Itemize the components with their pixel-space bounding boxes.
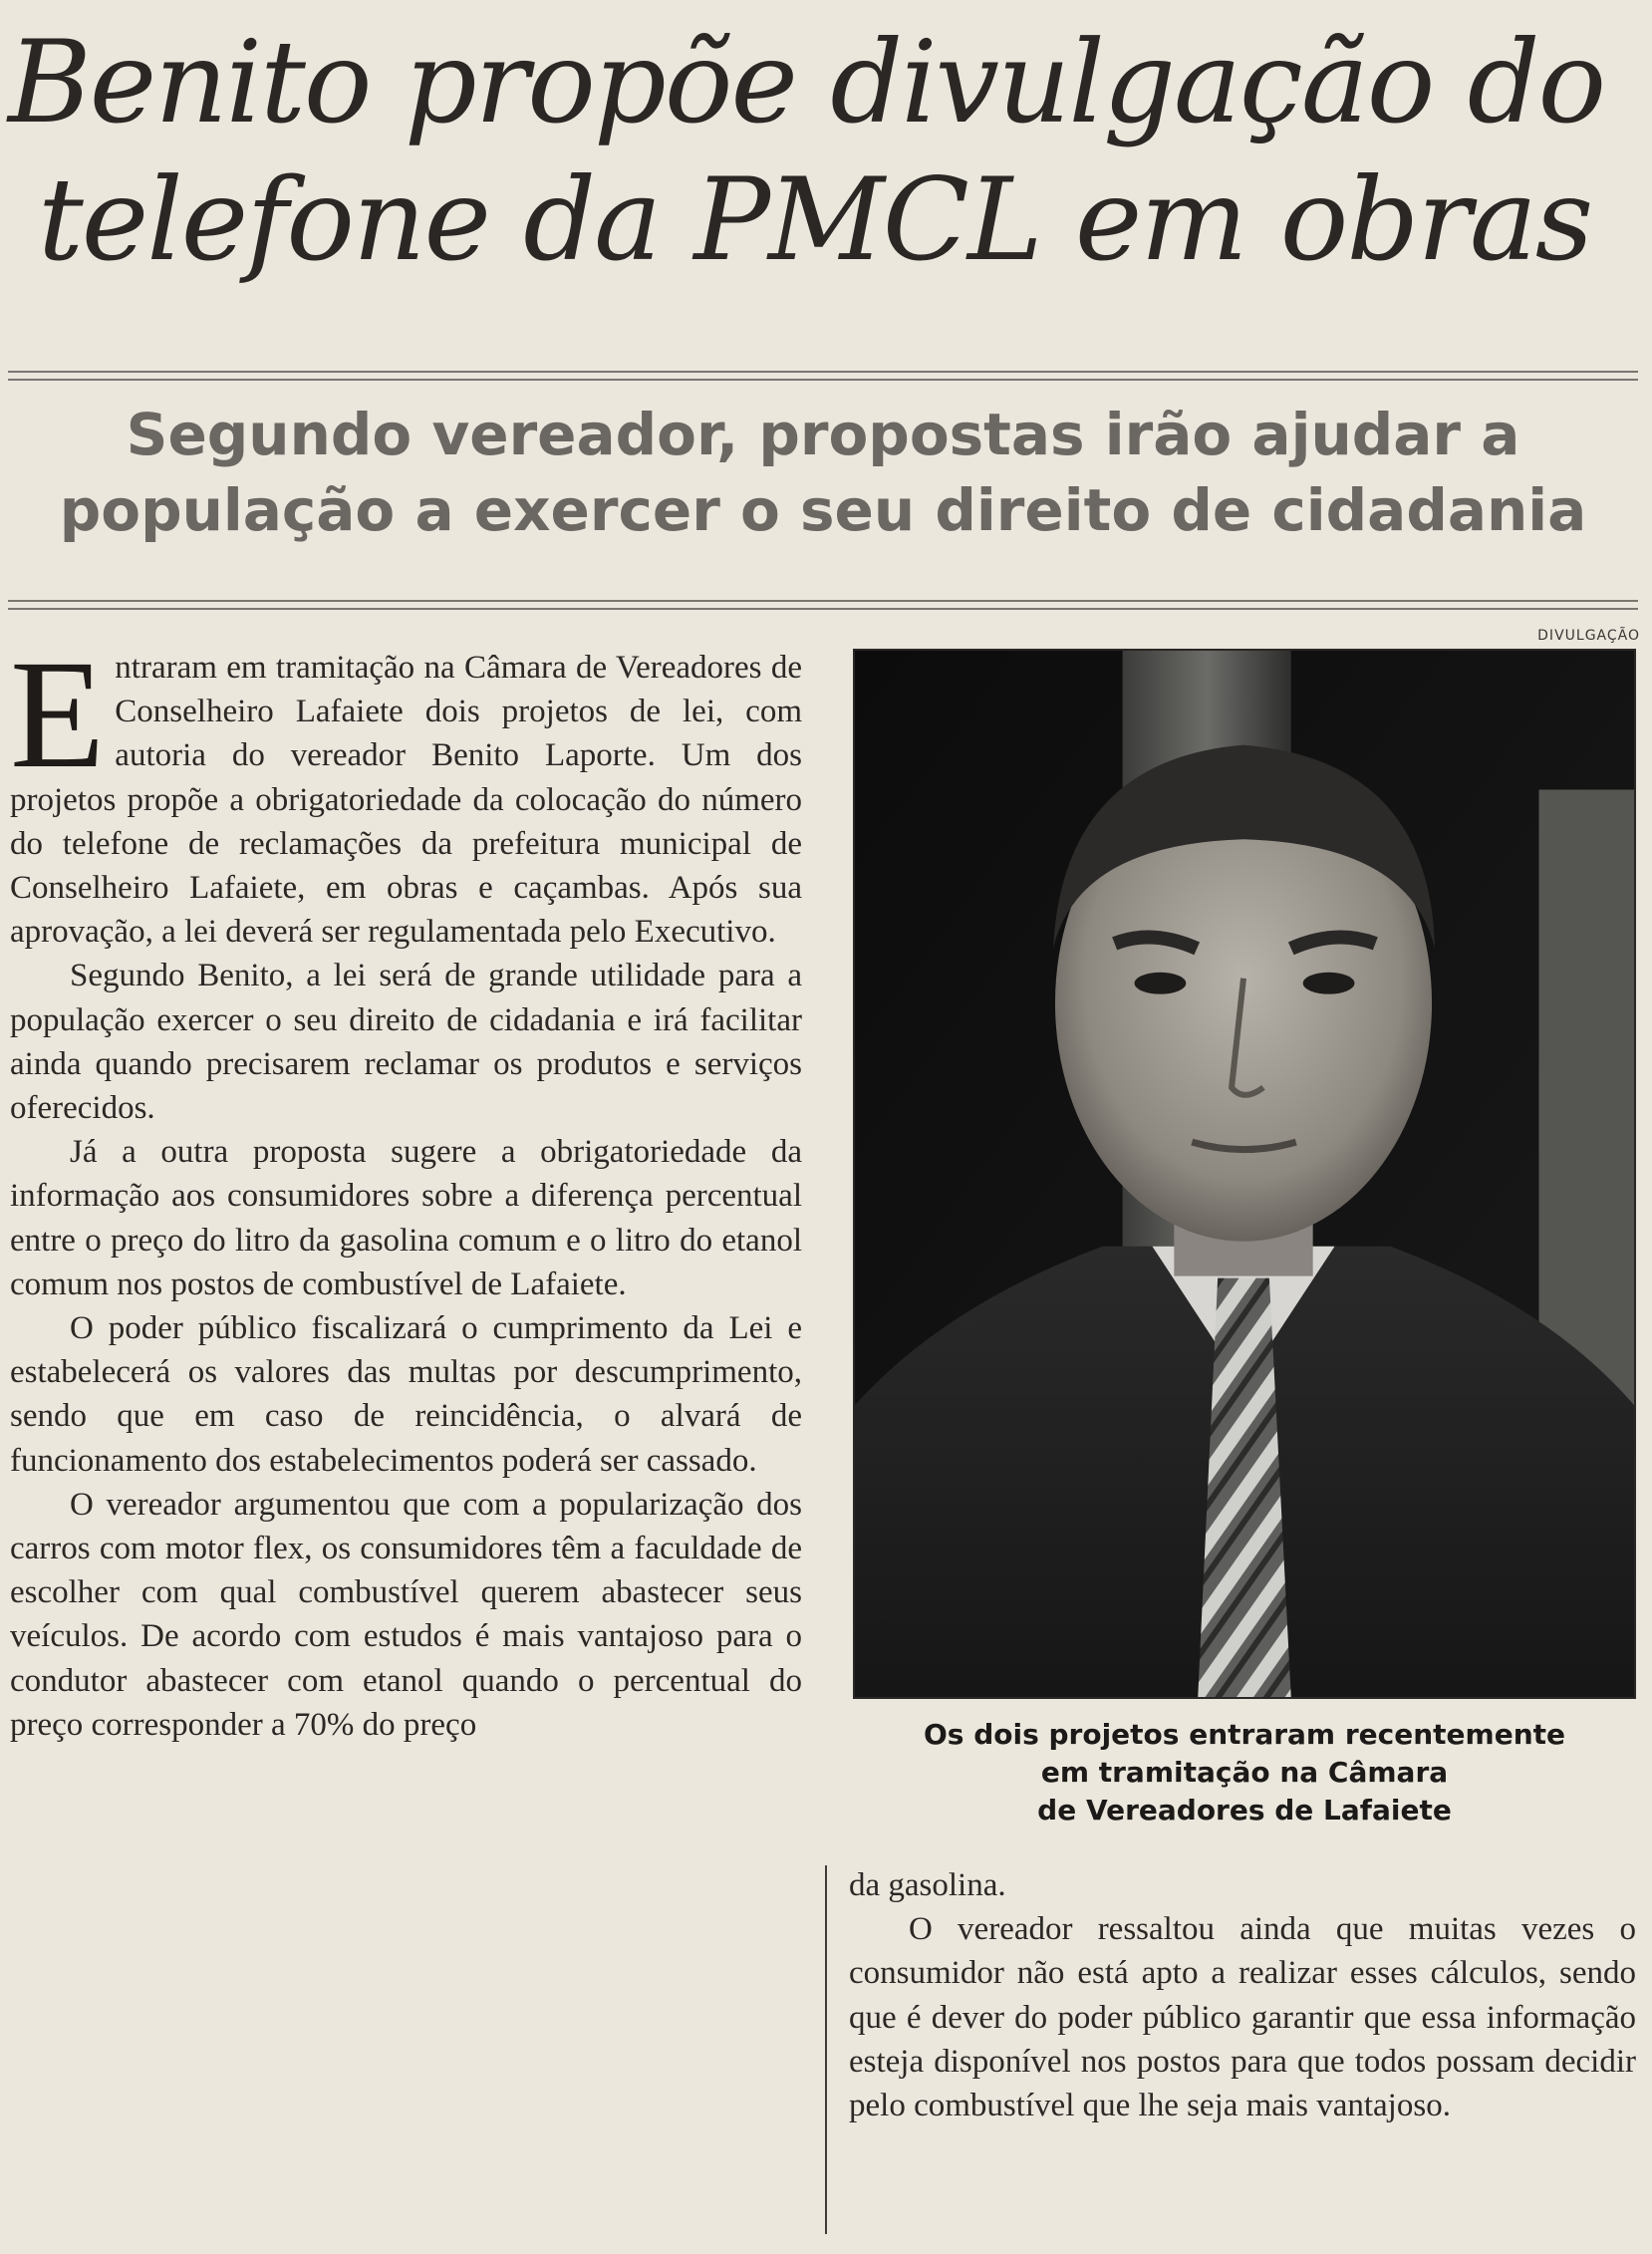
photo-credit: DIVULGAÇÃO [1537, 628, 1640, 644]
paragraph-4: O poder público fiscalizará o cumprimento da Lei e estabelecerá os valores das multas por descumprimento, sendo que em caso de reincidência, o alvará de funcionamento dos estabelecimentos poderá ser cassado. [10, 1310, 802, 1479]
drop-cap: E [10, 628, 106, 800]
body-column-right [849, 1863, 1636, 2127]
paragraph-6: O vereador ressaltou ainda que muitas vezes o consumidor não está apto a realizar esses cálculos, sendo que é dever do poder público garantir que essa informação esteja disponível nos postos para que todos possam decidir pelo combustível que lhe seja mais vantajoso. [849, 1911, 1636, 2124]
subhead-line-2: população a exercer o seu direito de cidadania [59, 476, 1587, 544]
caption-line-1: Os dois projetos entraram recentemente [923, 1718, 1566, 1751]
headline-line-1: Benito propõe divulgação do [8, 16, 1605, 148]
photo-caption [853, 1716, 1636, 1830]
top-rule [8, 371, 1638, 381]
paragraph-5: O vereador argumentou que com a popularização dos carros com motor flex, os consumidores têm a faculdade de escolher com qual combustível querem abastecer seus veículos. De acordo com estudos é mais vantajoso para o condutor abastecer com etanol quando o percentual do preço corresponder a 70% do preço [10, 1486, 802, 1743]
paragraph-3: Já a outra proposta sugere a obrigatoriedade da informação aos consumidores sobre a diferença percentual entre o preço do litro da gasolina comum e o litro do etanol comum nos postos de combustível de Lafaiete. [10, 1134, 802, 1302]
portrait-photo [853, 649, 1636, 1699]
caption-line-2: em tramitação na Câmara [1040, 1756, 1449, 1789]
subheadline [8, 397, 1638, 548]
paragraph-1 [10, 628, 802, 954]
subhead-line-1: Segundo vereador, propostas irão ajudar a [126, 401, 1520, 468]
body-column-left [10, 628, 802, 1747]
column-divider [825, 1865, 827, 2234]
headline-line-2: telefone da PMCL em obras [38, 153, 1592, 286]
paragraph-5-continued: da gasolina. [849, 1867, 1006, 1903]
bottom-rule [8, 600, 1638, 610]
caption-line-3: de Vereadores de Lafaiete [1037, 1794, 1452, 1827]
paragraph-1-text: ntraram em tramitação na Câmara de Vereadores de Conselheiro Lafaiete dois projetos de lei, com autoria do vereador Benito Laporte. Um dos projetos propõe a obrigatoriedade da colocação do número do telefone de reclamações da prefeitura municipal de Conselheiro Lafaiete, em obras e caçambas. Após sua aprovação, a lei deverá ser regulamentada pelo Executivo. [10, 650, 802, 951]
portrait-image [855, 651, 1634, 1697]
paragraph-2: Segundo Benito, a lei será de grande utilidade para a população exercer o seu direito de cidadania e irá facilitar ainda quando precisarem reclamar os produtos e serviços oferecidos. [10, 958, 802, 1127]
headline [8, 14, 1644, 289]
